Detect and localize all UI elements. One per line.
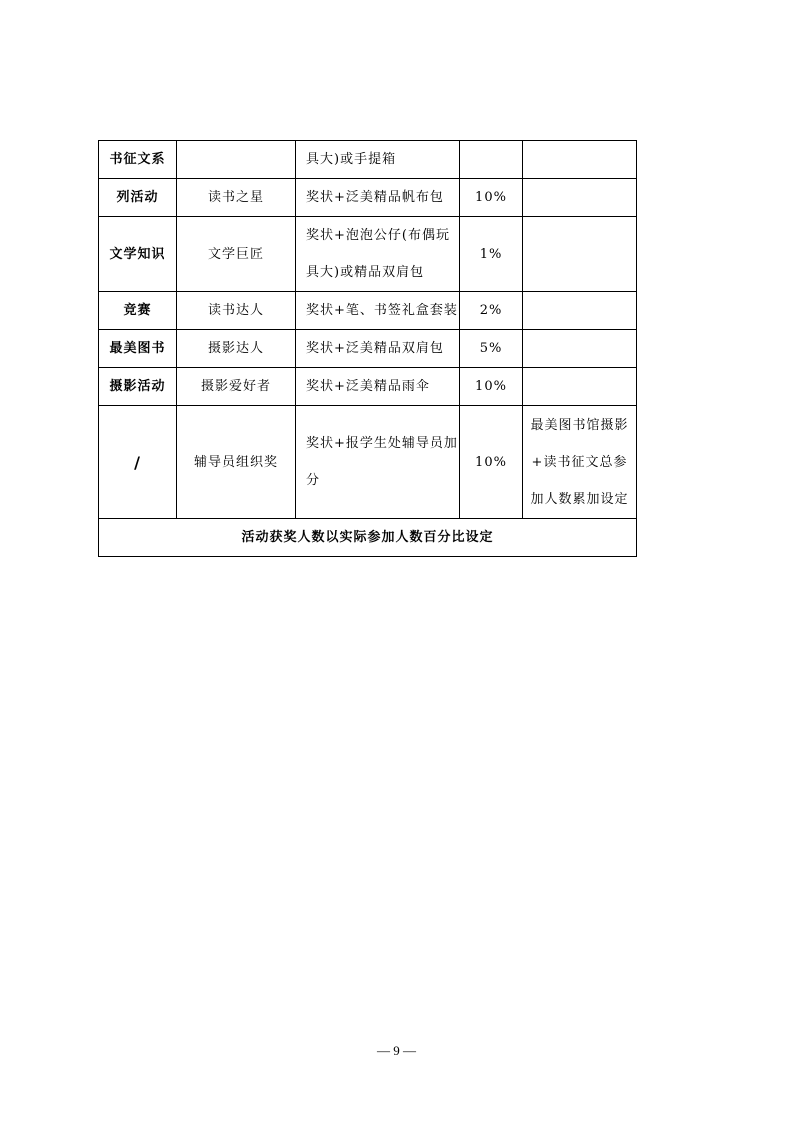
award-cell: 辅导员组织奖 <box>177 406 296 519</box>
award-cell: 摄影达人 <box>177 330 296 368</box>
footer-note: 活动获奖人数以实际参加人数百分比设定 <box>99 519 637 557</box>
category-cell: 摄影活动 <box>99 368 177 406</box>
note-cell <box>523 330 637 368</box>
table-footer-row <box>99 519 637 557</box>
prize-cell: 奖状+泛美精品帆布包 <box>296 179 460 217</box>
ratio-cell: 10% <box>460 179 523 217</box>
page-number: — 9 — <box>377 1043 416 1058</box>
prize-cell: 奖状+泛美精品雨伞 <box>296 368 460 406</box>
note-cell <box>523 141 637 179</box>
ratio-cell: 5% <box>460 330 523 368</box>
ratio-cell: 10% <box>460 406 523 519</box>
prize-cell: 奖状+泛美精品双肩包 <box>296 330 460 368</box>
category-cell: 竞赛 <box>99 292 177 330</box>
note-line: +读书征文总参 <box>531 454 628 470</box>
award-cell: 读书之星 <box>177 179 296 217</box>
table-row <box>99 179 637 217</box>
note-cell <box>523 217 637 292</box>
award-cell: 文学巨匠 <box>177 217 296 292</box>
prize-line: 奖状+报学生处辅导员加 <box>306 436 458 451</box>
prize-cell: 具大)或手提箱 <box>296 141 460 179</box>
award-cell: 读书达人 <box>177 292 296 330</box>
note-cell <box>523 292 637 330</box>
prize-cell <box>296 217 460 292</box>
ratio-cell: 2% <box>460 292 523 330</box>
table-row <box>99 368 637 406</box>
category-cell: / <box>99 406 177 519</box>
award-table <box>98 140 637 557</box>
category-cell: 文学知识 <box>99 217 177 292</box>
prize-cell <box>296 406 460 519</box>
award-cell: 摄影爱好者 <box>177 368 296 406</box>
award-cell <box>177 141 296 179</box>
ratio-cell: 10% <box>460 368 523 406</box>
note-cell <box>523 179 637 217</box>
table-row <box>99 217 637 292</box>
table-row <box>99 292 637 330</box>
ratio-cell: 1% <box>460 217 523 292</box>
prize-line: 分 <box>306 473 321 488</box>
prize-cell: 奖状+笔、书签礼盒套装 <box>296 292 460 330</box>
note-line: 最美图书馆摄影 <box>530 417 629 433</box>
category-cell: 最美图书 <box>99 330 177 368</box>
prize-line: 奖状+泡泡公仔(布偶玩 <box>306 228 450 243</box>
table-row <box>99 330 637 368</box>
category-cell: 列活动 <box>99 179 177 217</box>
note-cell <box>523 406 637 519</box>
note-cell <box>523 368 637 406</box>
category-cell: 书征文系 <box>99 141 177 179</box>
table-row <box>99 406 637 519</box>
prize-line: 具大)或精品双肩包 <box>306 265 425 280</box>
ratio-cell <box>460 141 523 179</box>
table-row <box>99 141 637 179</box>
note-line: 加人数累加设定 <box>530 491 629 507</box>
